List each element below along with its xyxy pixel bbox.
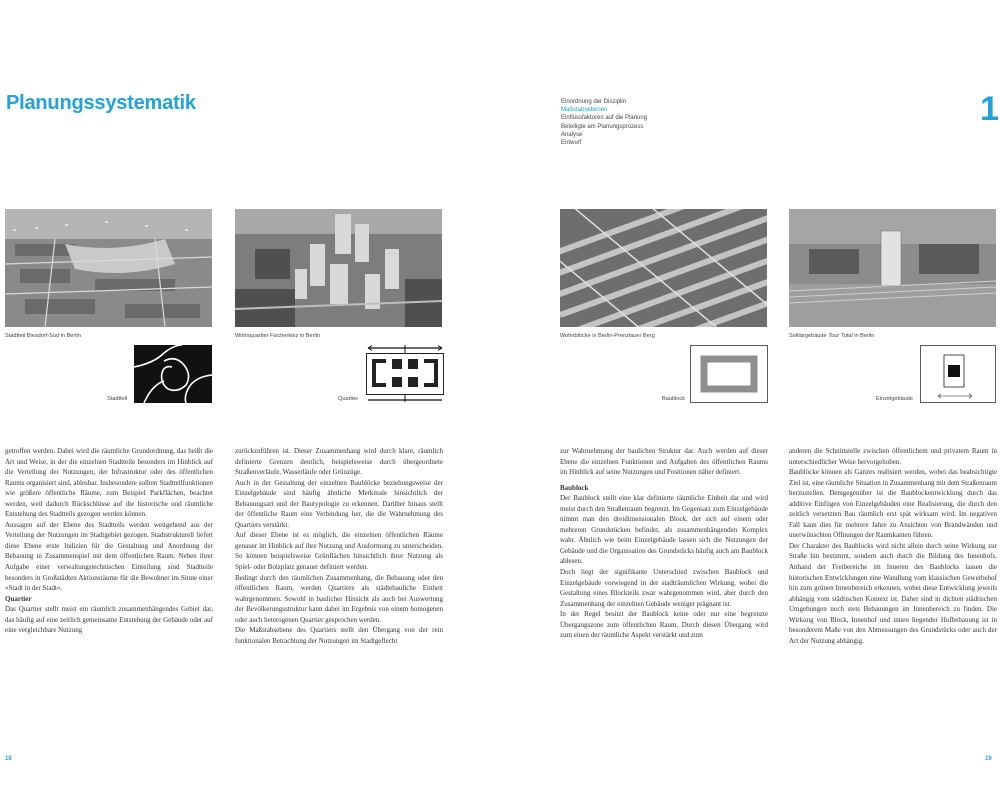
diagram-einzelgebaeude <box>920 345 996 408</box>
diagram-label: Einzelgebäude <box>876 396 914 402</box>
nav-item[interactable]: Einflussfaktoren auf die Planung <box>561 115 648 122</box>
diagram-baublock <box>690 345 768 408</box>
photo-caption: Stadtteil Biesdorf-Süd in Berlin <box>5 333 81 339</box>
aerial-photo-baublock <box>560 209 767 327</box>
photo-caption: Wohnquartier Fischerkiez in Berlin <box>235 333 321 339</box>
section-heading: Baublock <box>560 483 589 492</box>
aerial-photo-quartier <box>235 209 442 327</box>
diagram-label: Stadtteil <box>107 396 128 402</box>
nav-item[interactable]: Einordnung der Disziplin <box>561 99 627 105</box>
page-number-left: 18 <box>5 756 12 762</box>
paragraph: Doch liegt der signifikante Unterschied zwischen Baublock und Einzelgebäude vorwiegend in der stadträumlichen Wirkung, wobei die Gestaltung eines Blockteils zwar wahrgenommen wird, aber durch den Zusammenhang der einzelnen Gebäude weniger prägnant ist. <box>560 568 768 608</box>
paragraph: Baublöcke können als Ganzes realisiert werden, wobei das beabsichtigte Ziel ist, eine räumliche Situation in Zusammenhang mit dem Straßenraum herzustellen. Demgegenüber ist die Baublockentwicklung durch das additive Einfügen von Einzelgebäuden eine Realisierung, die durch den zeitlich versetzten Bau räumlich erst spät wirksam wird. Im negativen Fall kann dies für mehrere Jahre zu Ansichten von Brandwänden und unerwünschten Öffnungen der Raumkanten führen. <box>789 468 997 540</box>
diagram-label: Quartier <box>338 396 359 402</box>
paragraph: Auch in der Gestaltung der einzelnen Baublöcke beziehungsweise der Einzelgebäude sind häufig ähnliche Merkmale hinsichtlich der Bebauungsart und der Bautypologie zu erkennen. Darüber hinaus stellt der öffentliche Raum eine Verbindung her, die die Wahrnehmung des Quartiers verstärkt. <box>235 478 443 529</box>
paragraph: Der Charakter des Baublocks wird nicht allein durch seine Wirkung zur Straße hin bestimmt, sondern auch durch die Bildung des Innenhofs. Anhand der Freibereiche im Inneren des Baublocks lassen die historischen Entwicklungen eine Wandlung vom klassischen Gewerbehof hin zum grünen Innenbereich erkennen, wobei diese Entwicklung jeweils abhängig vom städtischen Kontext ist. Daher sind in dichten städtischen Umgebungen noch stets Bebauungen im Innenbereich zu finden. Die Wirkung von Block, Innenhof und innen liegender Hofbebauung ist in besonderem Maße von den Abmessungen des Grundstücks oder auch der Art der Nutzung abhängig. <box>789 541 997 645</box>
photo-caption: Wohnblöcke in Berlin-Prenzlauer Berg <box>560 333 655 339</box>
text-column-4 <box>789 446 997 646</box>
paragraph: getroffen werden. Dabei wird die räumliche Grundordnung, das heißt die Art und Weise, in der die einzelnen Stadtteile besonders im Hinblick auf die Verteilung der Nutzungen, der Infrastruktur oder des öffentlichen Raums organisiert sind, ablesbar. Insbesondere sollten Stadtteilfunktionen wie größere öffentliche Räume, zum Beispiel Parkflächen, beachtet werden, weil dadurch Rückschlüsse auf die historische und räumliche Entstehung des Stadtteils gezogen werden können. <box>5 447 213 519</box>
nav-item[interactable]: Analyse <box>561 131 583 138</box>
paragraph: Aussagen auf der Ebene des Stadtteils werden weitgehend aus der Verteilung der Nutzungen im Stadtgebiet gezogen. Stadtstrukturell liefert diese Ebene erste Indizien für die Gestaltung und Anordnung der Bebauung in Zusammenspiel mit dem öffentlichen Raum. Neben ihrer Aufgabe einer verwaltungstechnischen Einteilung sind Stadtteile besonders in Großstädten Aktionsräume für die Bewohner im Sinne einer »Stadt in der Stadt«. <box>5 520 213 593</box>
paragraph: Der Baublock stellt eine klar definierte räumliche Einheit dar und wird meist durch den Straßenraum begrenzt. Im Gegensatz zum Einzelgebäude nimmt man den dreidimensionalen Block, der sich auf einem oder mehreren Grundstücken befindet, als zusammenhängenden Komplex wahr. Ähnlich wie beim Einzelgebäude lassen sich die Nutzungen der Gebäude und die Organisation des Grundstücks häufig auch am Baublock ablesen. <box>560 494 768 566</box>
section-heading: Quartier <box>5 594 32 603</box>
diagram-label: Baublock <box>662 396 686 402</box>
text-column-2 <box>235 446 443 646</box>
chapter-navigation <box>561 98 647 147</box>
page-number-right: 19 <box>985 756 992 762</box>
paragraph: Die Maßstabsebene des Quartiers stellt den Übergang von der rein funktionalen Betrachtung der Nutzungen im Stadtgeflecht <box>235 626 443 645</box>
aerial-photo-einzelgebaeude <box>789 209 996 327</box>
text-column-1 <box>5 446 213 636</box>
diagram-quartier <box>366 345 444 408</box>
diagram-stadtteil <box>134 345 212 408</box>
nav-item[interactable]: Entwurf <box>561 140 582 147</box>
nav-item-active[interactable]: Maßstabsebenen <box>561 107 608 114</box>
aerial-photo-stadtteil <box>5 209 212 327</box>
page-title: Planungssystematik <box>6 92 196 114</box>
paragraph: In der Regel besitzt der Baublock keine oder nur eine begrenzte Übergangszone zum öffentlichen Raum. Durch diesen Übergang wird zum einen der räumliche Aspekt verstärkt und zum <box>560 610 768 640</box>
paragraph: anderen die Schnittstelle zwischen öffentlichem und privatem Raum in unterschiedlicher Weise hervorgehoben. <box>789 447 997 466</box>
photo-caption: Solitärgebäude Tour Total in Berlin <box>789 333 875 339</box>
paragraph: Das Quartier stellt meist ein räumlich zusammenhängendes Gebiet dar, das häufig auf eine zeitlich gemeinsame Entstehung der Gebäude oder auf eine vergleichbare Nutzung <box>5 605 213 635</box>
paragraph: zur Wahrnehmung der baulichen Struktur dar. Auch werden auf dieser Ebene die einzelnen Funktionen und Aufgaben des öffentlichen Raums im Hinblick auf seine Nutzungen und Positionen näher definiert. <box>560 447 768 477</box>
paragraph: zurückzuführen ist. Dieser Zusammenhang wird durch klare, räumlich definierte Grenzen deutlich, beispielsweise durch übergeordnete Straßenverläufe, Wasserläufe oder Grünzüge. <box>235 447 443 477</box>
paragraph: Auf dieser Ebene ist es möglich, die einzelnen öffentlichen Räume genauer im Hinblick auf ihre Nutzung und Ausformung zu unterscheiden. So können beispielsweise Grünflächen hinsichtlich ihrer Nutzung als Spiel- oder Bolzplatz genauer definiert werden. <box>235 531 443 572</box>
nav-item[interactable]: Beteiligte am Planungsprozess <box>561 123 644 130</box>
chapter-number: 1 <box>980 90 999 128</box>
text-column-3 <box>560 446 768 641</box>
paragraph: Bedingt durch den räumlichen Zusammenhang, die Bebauung oder den öffentlichen Raum, werden Quartiere als städtebauliche Einheit wahrgenommen. Sowohl in baulicher Hinsicht als auch bei Auswertung der Bevölkerungsstruktur kann dabei im Ergebnis von einem homogenen oder auch heterogenen Quartier gesprochen werden. <box>235 573 443 624</box>
